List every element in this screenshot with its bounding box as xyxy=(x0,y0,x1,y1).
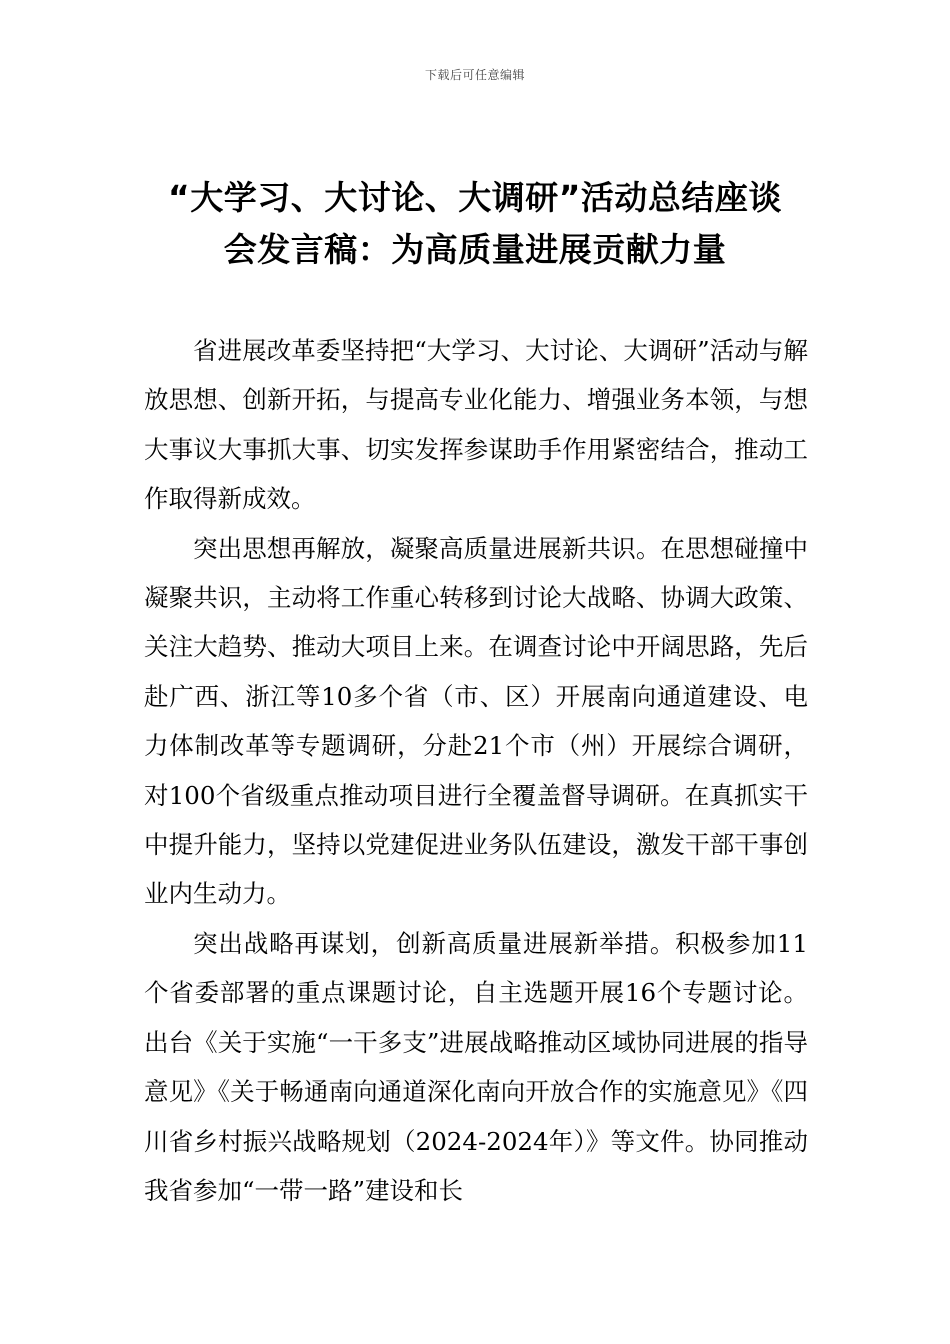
document-body xyxy=(144,326,808,1215)
document-title xyxy=(140,172,810,276)
paragraph-3: 突出战略再谋划，创新高质量进展新举措。积极参加11个省委部署的重点课题讨论，自主选题开展16个专题讨论。出台《关于实施“一干多支”进展战略推动区域协同进展的指导意见》《关于畅通南向通道深化南向开放合作的实施意见》《四川省乡村振兴战略规划（2024-2024年）》等文件。协同推动我省参加“一带一路”建设和长 xyxy=(144,928,808,1205)
paragraph-1: 省进展改革委坚持把“大学习、大讨论、大调研”活动与解放思想、创新开拓，与提高专业化能力、增强业务本领，与想大事议大事抓大事、切实发挥参谋助手作用紧密结合，推动工作取得新成效。 xyxy=(144,336,808,514)
paragraph-2: 突出思想再解放，凝聚高质量进展新共识。在思想碰撞中凝聚共识，主动将工作重心转移到讨论大战略、协调大政策、关注大趋势、推动大项目上来。在调查讨论中开阔思路，先后赴广西、浙江等10多个省（市、区）开展南向通道建设、电力体制改革等专题调研，分赴21个市（州）开展综合调研，对100个省级重点推动项目进行全覆盖督导调研。在真抓实干中提升能力，坚持以党建促进业务队伍建设，激发干部干事创业内生动力。 xyxy=(144,533,808,909)
title-line-2: 会发言稿：为高质量进展贡献力量 xyxy=(223,230,727,269)
header-note: 下载后可任意编辑 xyxy=(424,68,525,82)
title-line-1: “大学习、大讨论、大调研”活动总结座谈 xyxy=(168,178,782,217)
